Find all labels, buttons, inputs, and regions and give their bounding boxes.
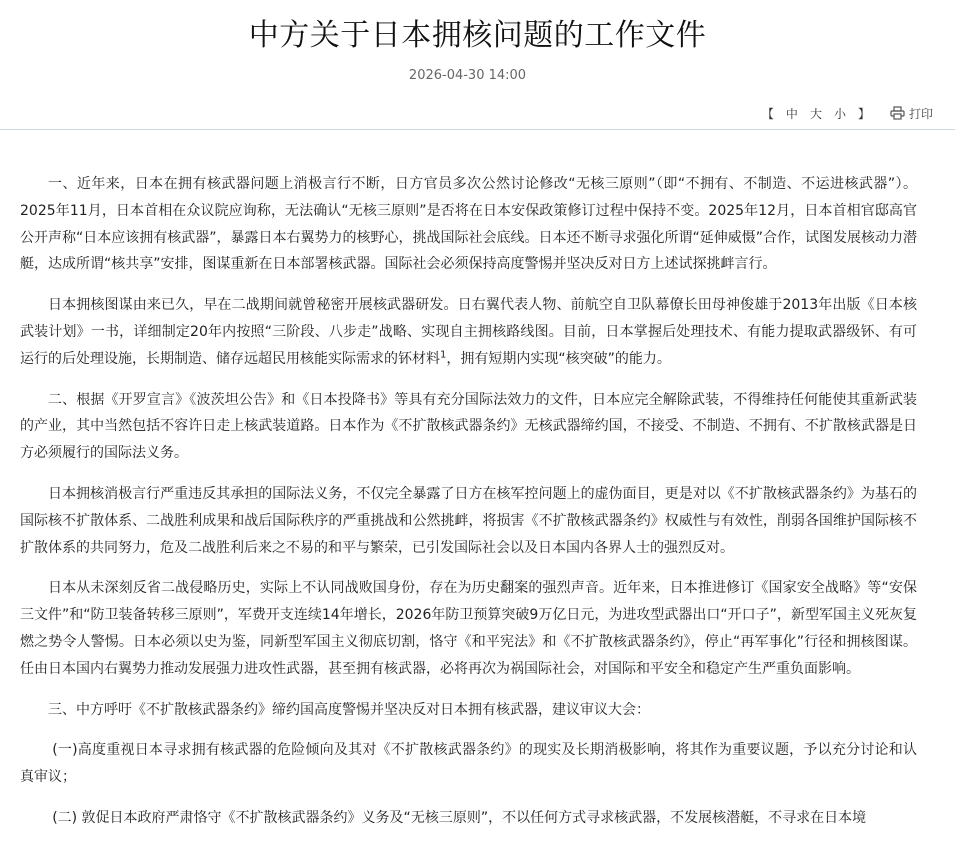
font-size-small-button[interactable]: 小 — [833, 106, 846, 121]
article-body — [20, 171, 917, 846]
printer-icon — [890, 106, 905, 120]
paragraph-4: 日本拥核消极言行严重违反其承担的国际法义务，不仅完全暴露了日方在核军控问题上的虚伪面目，更是对以《不扩散核武器条约》为基石的国际核不扩散体系、二战胜利成果和战后国际秩序的严重挑战和公然挑衅，将损害《不扩散核武器条约》权威性与有效性，削弱各国维护国际核不扩散体系的共同努力，危及二战胜利后来之不易的和平与繁荣，已引发国际社会以及日本国内各界人士的强烈反对。 — [20, 485, 917, 556]
paragraph-6: 三、中方呼吁《不扩散核武器条约》缔约国高度警惕并坚决反对日本拥有核武器，建议审议大会： — [48, 701, 650, 718]
toolbar — [762, 104, 933, 122]
font-size-large-button[interactable]: 大 — [809, 106, 822, 121]
paragraph-2 — [20, 292, 917, 372]
print-label: 打印 — [908, 106, 933, 121]
paragraph-5: 日本从未深刻反省二战侵略历史，实际上不认同战败国身份，存在为历史翻案的强烈声音。近年来，日本推进修订《国家安全战略》等“安保三文件”和“防卫装备转移三原则”，军费开支连续14年增长，2026年防卫预算突破9万亿日元，为进攻型武器出口“开口子”，新型军国主义死灰复燃之势令人警惕。日本必须以史为鉴，同新型军国主义彻底切割，恪守《和平宪法》和《不扩散核武器条约》，停止“再军事化”行径和拥核图谋。任由日本国内右翼势力推动发展强力进攻性武器，甚至拥有核武器，必将再次为祸国际社会，对国际和平安全和稳定产生严重负面影响。 — [20, 580, 917, 677]
publish-date: 2026-04-30 14:00 — [408, 68, 527, 83]
font-size-medium-button[interactable]: 中 — [785, 106, 798, 121]
paragraph-3: 二、根据《开罗宣言》《波茨坦公告》和《日本投降书》等具有充分国际法效力的文件，日本应完全解除武装，不得维持任何能使其重新武装的产业，其中当然包括不容许日走上核武装道路。日本作为《不扩散核武器条约》无核武器缔约国，不接受、不制造、不拥有、不扩散核武器是日方必须履行的国际法义务。 — [20, 391, 917, 462]
paragraph-8: (二) 敦促日本政府严肃恪守《不扩散核武器条约》义务及“无核三原则”，不以任何方式寻求核武器，不发展核潜艇，不寻求在日本境 — [52, 809, 867, 826]
print-button[interactable] — [890, 105, 933, 122]
footnote-ref-1[interactable]: 1 — [440, 349, 447, 361]
bracket-close: 】 — [857, 106, 870, 121]
font-size-switcher — [762, 105, 870, 122]
bracket-open: 【 — [761, 106, 774, 121]
paragraph-2-main: 日本拥核图谋由来已久，早在二战期间就曾秘密开展核武器研发。日右翼代表人物、前航空自卫队幕僚长田母神俊雄于2013年出版《日本核武装计划》一书，详细制定20年内按照“三阶段、八步走”战略、实现自主拥核路线图。目前，日本掌握后处理技术、有能力提取武器级钚、有可运行的后处理设施，长期制造、储存远超民用核能实际需求的钚材料 — [20, 297, 917, 367]
paragraph-7: (一)高度重视日本寻求拥有核武器的危险倾向及其对《不扩散核武器条约》的现实及长期消极影响，将其作为重要议题，予以充分讨论和认真审议； — [20, 742, 917, 786]
paragraph-1: 一、近年来，日本在拥有核武器问题上消极言行不断，日方官员多次公然讨论修改“无核三原则”（即“不拥有、不制造、不运进核武器”）。2025年11月，日本首相在众议院应询称，无法确认“无核三原则”是否将在日本安保政策修订过程中保持不变。2025年12月，日本首相官邸高官公开声称“日本应该拥有核武器”，暴露日本右翼势力的核野心，挑战国际社会底线。日本还不断寻求强化所谓“延伸威慑”合作，试图发展核动力潜艇，达成所谓“核共享”安排，图谋重新在日本部署核武器。国际社会必须保持高度警惕并坚决反对日方上述试探挑衅言行。 — [20, 176, 918, 273]
page-title: 中方关于日本拥核问题的工作文件 — [248, 18, 707, 53]
paragraph-2-end: ，拥有短期内实现“核突破”的能力。 — [446, 350, 671, 367]
header-divider — [0, 129, 955, 130]
